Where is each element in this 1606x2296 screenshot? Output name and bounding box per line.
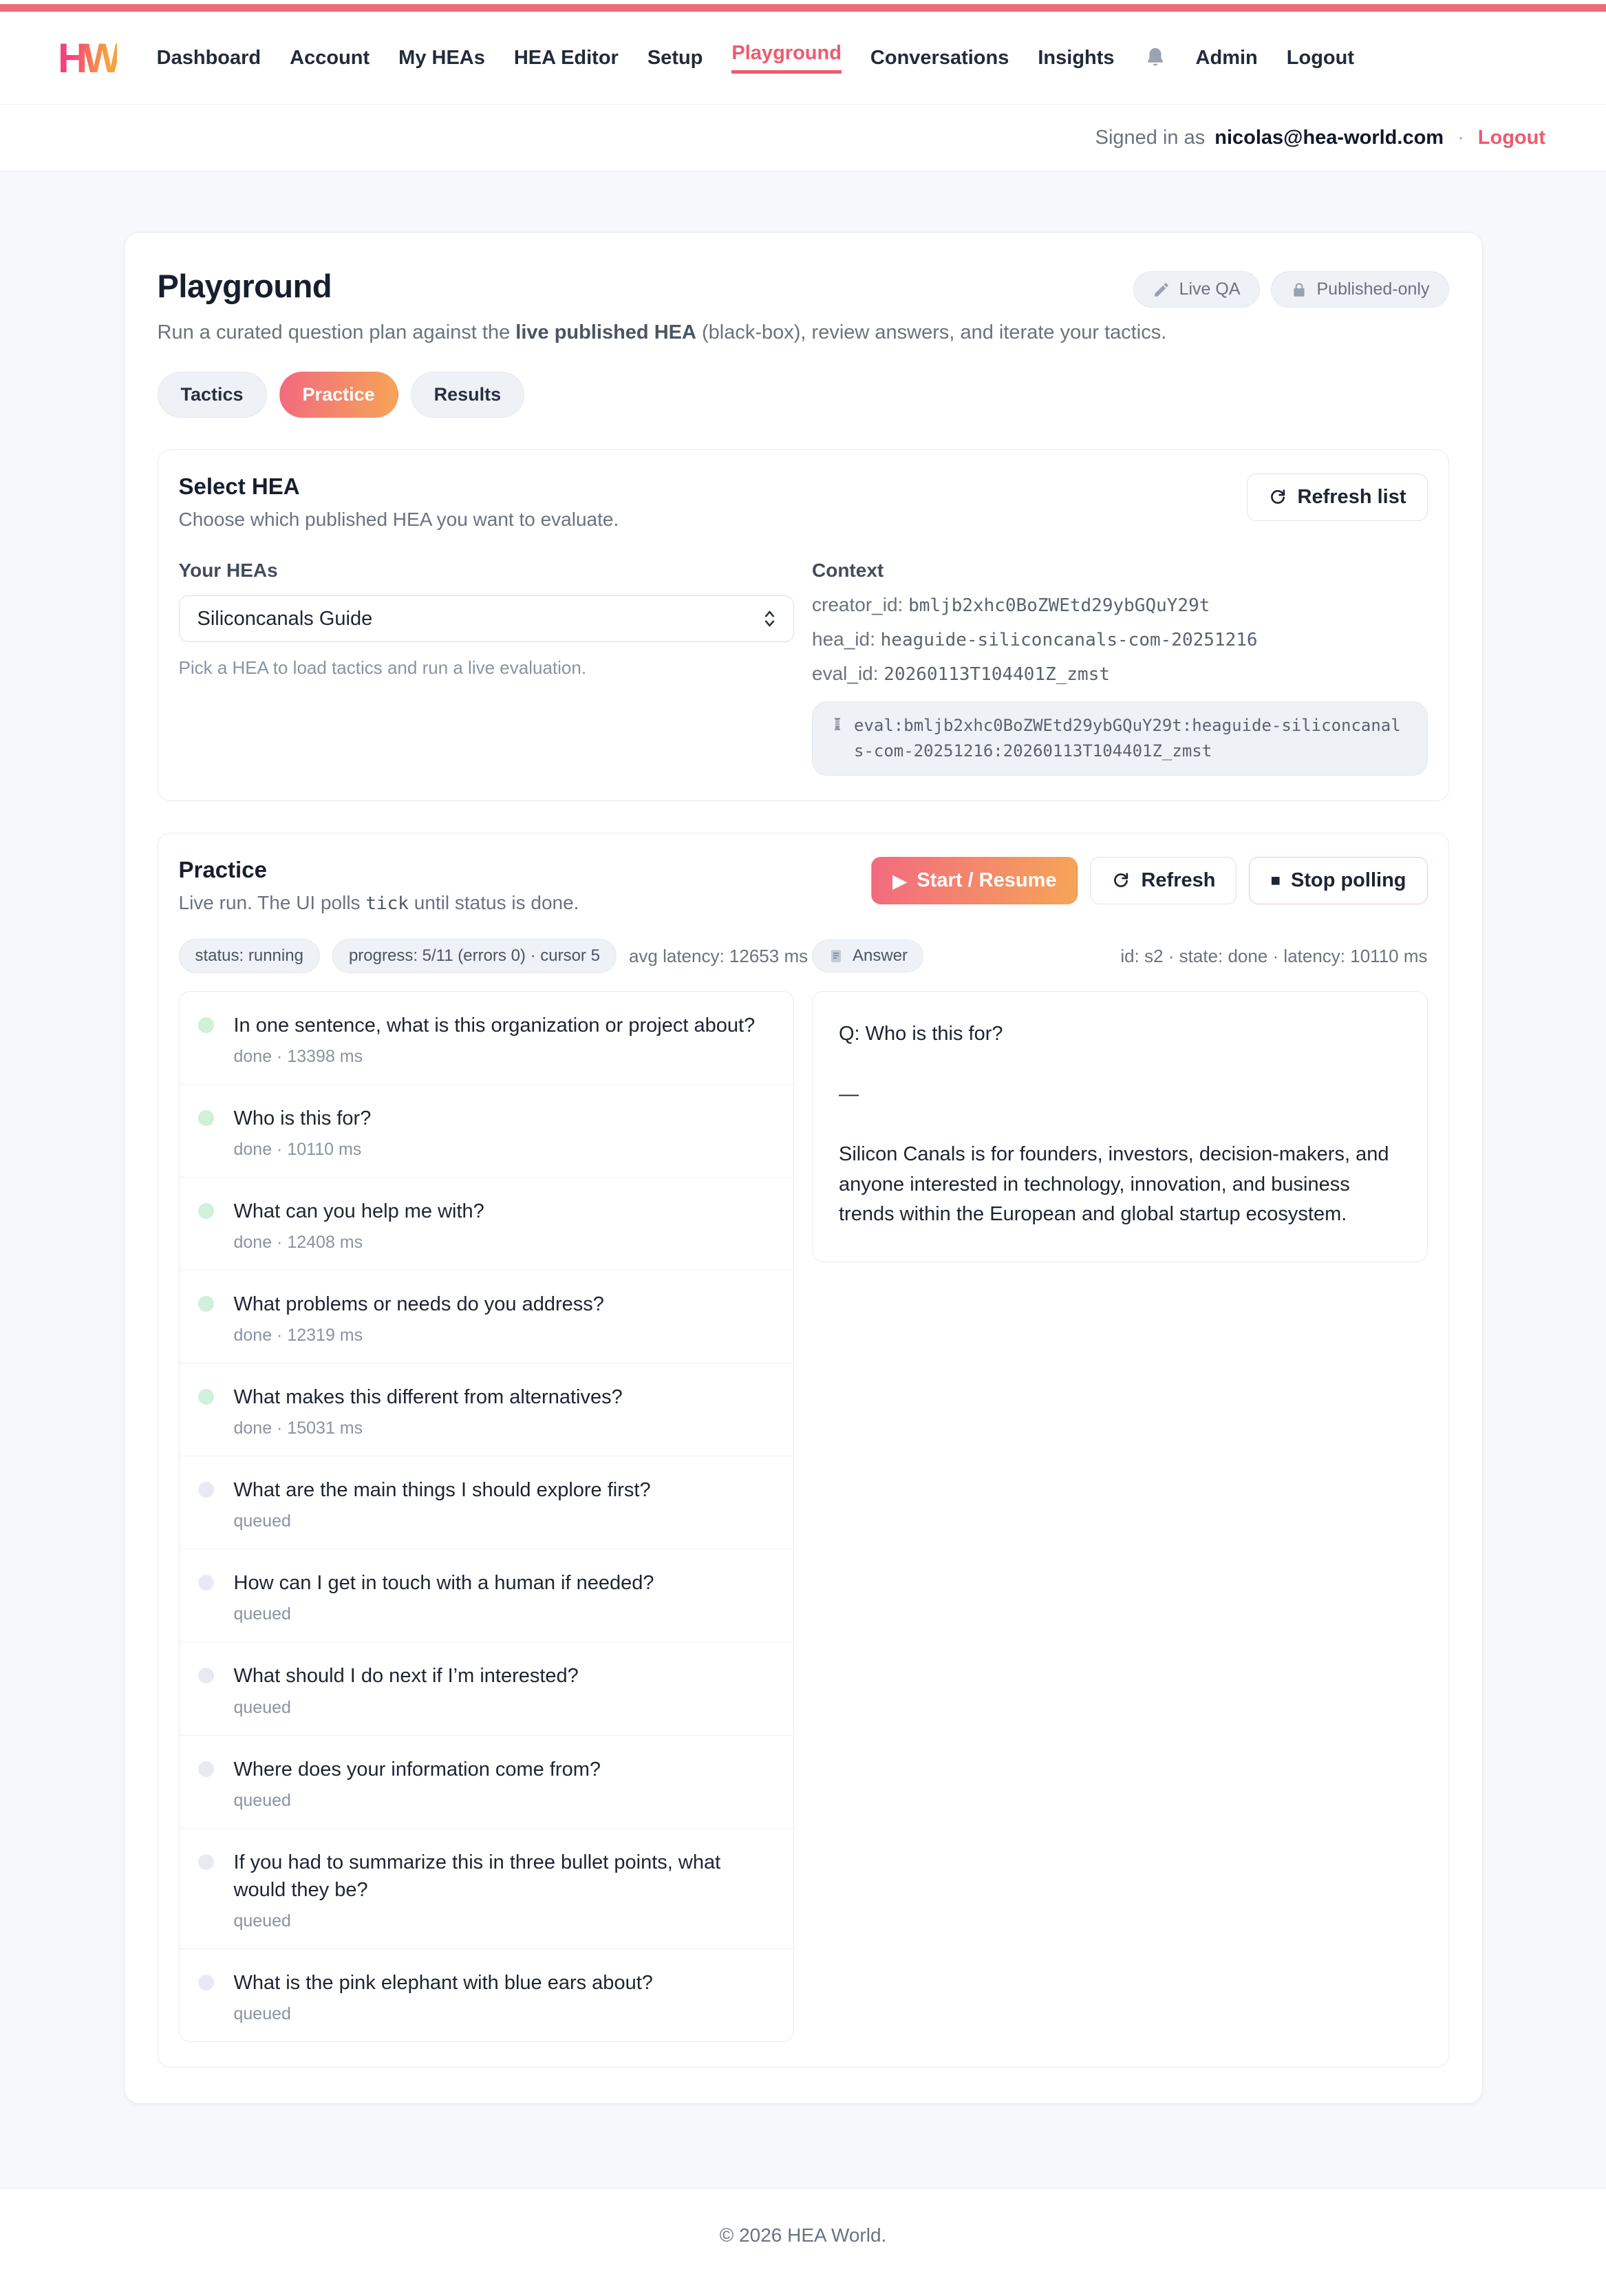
copyright-text: © 2026 HEA World.	[719, 2224, 887, 2246]
nav-hea-editor[interactable]: HEA Editor	[513, 46, 619, 69]
context-title: Context	[812, 560, 884, 581]
stop-polling-button[interactable]	[1249, 857, 1427, 904]
tab-results[interactable]: Results	[411, 372, 525, 418]
nav-account[interactable]: Account	[290, 46, 370, 69]
top-accent-bar	[0, 4, 1606, 12]
page-body	[0, 171, 1606, 2148]
practice-description: Live run. The UI polls tick until status is done.	[178, 892, 579, 915]
status-dot-icon	[198, 1668, 214, 1683]
question-meta: queued	[233, 1697, 291, 1717]
refresh-label: Refresh	[1141, 869, 1216, 892]
stop-polling-label: Stop polling	[1290, 869, 1406, 892]
question-row-5[interactable]	[180, 1363, 794, 1456]
question-row-6[interactable]	[180, 1456, 794, 1549]
notepad-icon	[828, 948, 844, 964]
tab-practice[interactable]: Practice	[279, 372, 398, 418]
question-meta: done · 10110 ms	[233, 1140, 362, 1160]
question-list	[179, 991, 795, 2041]
question-row-11[interactable]	[180, 1948, 794, 2041]
nav-admin[interactable]: Admin	[1195, 46, 1258, 69]
logout-link[interactable]: Logout	[1477, 126, 1545, 149]
question-row-7[interactable]	[180, 1549, 794, 1641]
question-text: Who is this for?	[233, 1107, 372, 1130]
user-email: nicolas@hea-world.com	[1214, 126, 1444, 149]
practice-buttons	[871, 857, 1427, 904]
live-qa-badge	[1133, 271, 1260, 308]
status-dot-icon	[198, 1854, 214, 1870]
status-dot-icon	[198, 1975, 214, 1990]
run-status-row	[179, 939, 1428, 973]
page-title: Playground	[157, 268, 332, 304]
question-text: If you had to summarize this in three bullet points, what would they be?	[233, 1851, 721, 1901]
refresh-icon	[1111, 871, 1131, 891]
question-row-10[interactable]	[180, 1828, 794, 1948]
eval-id-row: eval_id: 20260113T104401Z_zmst	[812, 663, 1111, 685]
status-dot-icon	[198, 1203, 214, 1219]
question-meta: queued	[233, 1790, 291, 1810]
refresh-list-label: Refresh list	[1297, 486, 1406, 508]
status-dot-icon	[198, 1389, 214, 1405]
signed-in-label: Signed in as	[1095, 126, 1206, 149]
question-text: What are the main things I should explore first?	[233, 1479, 651, 1502]
refresh-icon	[1268, 488, 1287, 507]
answer-text: Silicon Canals is for founders, investors, decision-makers, and anyone interested in technology, innovation, and business trends within the European and global startup ecosystem.	[839, 1143, 1389, 1226]
question-meta: queued	[233, 1511, 291, 1531]
nav-insights[interactable]: Insights	[1038, 46, 1115, 69]
progress-pill: progress: 5/11 (errors 0) · cursor 5	[332, 939, 617, 973]
nav-setup[interactable]: Setup	[647, 46, 703, 69]
tab-bar	[158, 372, 1449, 418]
run-status-left	[179, 939, 809, 973]
answer-divider: —	[839, 1083, 859, 1105]
refresh-button[interactable]	[1090, 857, 1236, 904]
your-heas-column	[179, 560, 795, 776]
bell-icon[interactable]	[1144, 46, 1167, 70]
question-text: In one sentence, what is this organization or project about?	[233, 1014, 756, 1037]
your-heas-label: Your HEAs	[178, 560, 278, 581]
question-text: Where does your information come from?	[233, 1758, 601, 1781]
status-dot-icon	[198, 1017, 214, 1033]
question-row-1[interactable]	[180, 992, 794, 1084]
refresh-list-button[interactable]	[1247, 474, 1428, 521]
question-meta: done · 13398 ms	[233, 1047, 363, 1067]
nav-playground[interactable]: Playground	[731, 42, 842, 74]
session-bar	[0, 105, 1606, 171]
page-subtitle: Run a curated question plan against the live published HEA (black-box), review answers, and iterate your tactics.	[157, 321, 1167, 343]
hea-select[interactable]	[179, 595, 795, 642]
published-only-label: Published-only	[1316, 279, 1430, 299]
select-hea-description: Choose which published HEA you want to evaluate.	[178, 509, 619, 530]
avg-latency-text: avg latency: 12653 ms	[628, 945, 809, 966]
question-meta: done · 12319 ms	[233, 1326, 363, 1346]
playground-card	[124, 232, 1483, 2104]
play-icon: ▶	[892, 870, 907, 891]
primary-nav	[157, 42, 1354, 74]
eval-key-pill	[812, 701, 1428, 776]
question-text: What is the pink elephant with blue ears about?	[233, 1971, 653, 1994]
nav-logout[interactable]: Logout	[1286, 46, 1354, 69]
eval-key-text: eval:bmljb2xhc0BoZWEtd29ybGQuY29t:heaguide-siliconcanals-com-20251216:20260113T104401Z_zmst	[854, 716, 1401, 761]
hea-select-value: Siliconcanals Guide	[197, 607, 373, 630]
app-logo[interactable]: HW	[58, 34, 117, 81]
status-dot-icon	[198, 1575, 214, 1591]
answer-meta-text: id: s2 · state: done · latency: 10110 ms	[1120, 945, 1428, 966]
nav-dashboard[interactable]: Dashboard	[156, 46, 261, 69]
question-row-8[interactable]	[180, 1641, 794, 1734]
practice-title: Practice	[178, 857, 267, 883]
answer-card	[812, 991, 1428, 1262]
start-resume-label: Start / Resume	[917, 869, 1057, 892]
status-dot-icon	[198, 1482, 214, 1498]
separator-dot: ·	[1457, 126, 1464, 149]
tab-tactics[interactable]: Tactics	[158, 372, 267, 418]
select-hea-title: Select HEA	[178, 474, 300, 499]
stop-icon: ■	[1270, 871, 1281, 890]
hea-id-row: hea_id: heaguide-siliconcanals-com-20251216	[812, 628, 1258, 650]
status-pill: status: running	[179, 939, 320, 973]
question-row-3[interactable]	[180, 1177, 794, 1270]
nav-my-heas[interactable]: My HEAs	[398, 46, 485, 69]
chevron-updown-icon	[764, 608, 775, 629]
published-only-badge	[1271, 271, 1449, 308]
answer-pill-label: Answer	[853, 946, 908, 966]
question-row-4[interactable]	[180, 1270, 794, 1363]
pencil-icon	[1153, 281, 1170, 299]
question-meta: done · 12408 ms	[233, 1233, 363, 1253]
navbar	[0, 12, 1606, 105]
answer-pill	[812, 939, 923, 972]
question-meta: queued	[233, 1911, 291, 1931]
question-text: What should I do next if I’m interested?	[233, 1665, 579, 1688]
live-qa-label: Live QA	[1179, 279, 1241, 299]
creator-id-row: creator_id: bmljb2xhc0BoZWEtd29ybGQuY29t	[812, 594, 1210, 616]
context-column	[812, 560, 1428, 776]
page-footer	[0, 2188, 1606, 2296]
mode-badges	[1133, 267, 1449, 308]
select-hea-panel	[158, 449, 1449, 801]
start-resume-button[interactable]	[871, 857, 1078, 904]
hea-select-helper: Pick a HEA to load tactics and run a live evaluation.	[178, 657, 587, 678]
question-text: How can I get in touch with a human if needed?	[233, 1572, 654, 1595]
question-text: What makes this different from alternatives?	[233, 1386, 623, 1409]
question-meta: done · 15031 ms	[233, 1418, 363, 1438]
question-meta: queued	[233, 2003, 291, 2023]
question-meta: queued	[233, 1604, 291, 1624]
practice-panel	[158, 833, 1449, 2067]
lock-icon	[1290, 281, 1308, 299]
question-row-9[interactable]	[180, 1735, 794, 1828]
answer-question: Q: Who is this for?	[839, 1023, 1003, 1045]
thread-spool-icon	[829, 716, 846, 732]
status-dot-icon	[198, 1296, 214, 1312]
question-row-2[interactable]	[180, 1084, 794, 1177]
question-text: What problems or needs do you address?	[233, 1293, 604, 1316]
run-status-right	[812, 939, 1428, 972]
question-text: What can you help me with?	[233, 1200, 484, 1223]
status-dot-icon	[198, 1110, 214, 1126]
status-dot-icon	[198, 1761, 214, 1777]
nav-conversations[interactable]: Conversations	[870, 46, 1009, 69]
